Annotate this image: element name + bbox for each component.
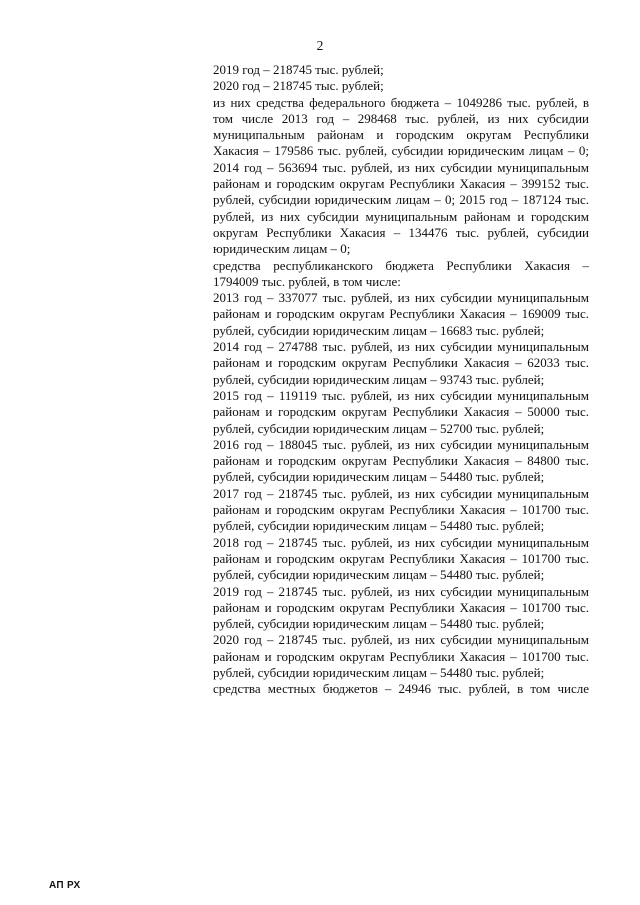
paragraph: 2016 год – 188045 тыс. рублей, из них субсидии муниципальным районам и городским округам Республики Хакасия – 84800 тыс. рублей, субсидии юридическим лицам – 54480 тыс. рублей; (213, 436, 589, 485)
paragraph: средства республиканского бюджета Республики Хакасия – 1794009 тыс. рублей, в том числе: (213, 257, 589, 289)
paragraph: средства местных бюджетов – 24946 тыс. рублей, в том числе (213, 681, 589, 697)
page-number: 2 (316, 38, 324, 53)
paragraph: 2019 год – 218745 тыс. рублей; (213, 62, 384, 77)
paragraph: 2013 год – 337077 тыс. рублей, из них субсидии муниципальным районам и городским округам Республики Хакасия – 169009 тыс. рублей, субсидии юридическим лицам – 16683 тыс. рублей; (213, 290, 589, 338)
paragraph: 2019 год – 218745 тыс. рублей, из них субсидии муниципальным районам и городским округам Республики Хакасия – 101700 тыс. рублей, субсидии юридическим лицам – 54480 тыс. рублей; (213, 583, 589, 632)
paragraph: 2015 год – 119119 тыс. рублей, из них субсидии муниципальным районам и городским округам Республики Хакасия – 50000 тыс. рублей, субсидии юридическим лицам – 52700 тыс. рублей; (213, 387, 589, 436)
paragraph: из них средства федерального бюджета – 1049286 тыс. рублей, в том числе 2013 год – 298468 тыс. рублей, из них субсидии муниципальным районам и городским округам Республики Хакасия – 179586 тыс. рублей, субсидии юридическим лицам – 0; 2014 год – 563694 тыс. рублей, из них субсидии муниципальным районам и городским округам Республики Хакасия – 399152 тыс. рублей, субсидии юридическим лицам – 0; 2015 год – 187124 тыс. рублей, из них субсидии муниципальным районам и городским округам Республики Хакасия – 134476 тыс. рублей, субсидии юридическим лицам – 0; (213, 94, 589, 257)
document-body (213, 62, 589, 698)
paragraph: 2018 год – 218745 тыс. рублей, из них субсидии муниципальным районам и городским округам Республики Хакасия – 101700 тыс. рублей, субсидии юридическим лицам – 54480 тыс. рублей; (213, 534, 589, 583)
paragraph: 2020 год – 218745 тыс. рублей, из них субсидии муниципальным районам и городским округам Республики Хакасия – 101700 тыс. рублей, субсидии юридическим лицам – 54480 тыс. рублей; (213, 632, 589, 680)
paragraph: 2014 год – 274788 тыс. рублей, из них субсидии муниципальным районам и городским округам Республики Хакасия – 62033 тыс. рублей, субсидии юридическим лицам – 93743 тыс. рублей; (213, 339, 589, 387)
footer-stamp: АП РХ (49, 880, 81, 891)
paragraph: 2020 год – 218745 тыс. рублей; (213, 78, 384, 94)
paragraph: 2017 год – 218745 тыс. рублей, из них субсидии муниципальным районам и городским округам Республики Хакасия – 101700 тыс. рублей, субсидии юридическим лицам – 54480 тыс. рублей; (213, 485, 589, 534)
